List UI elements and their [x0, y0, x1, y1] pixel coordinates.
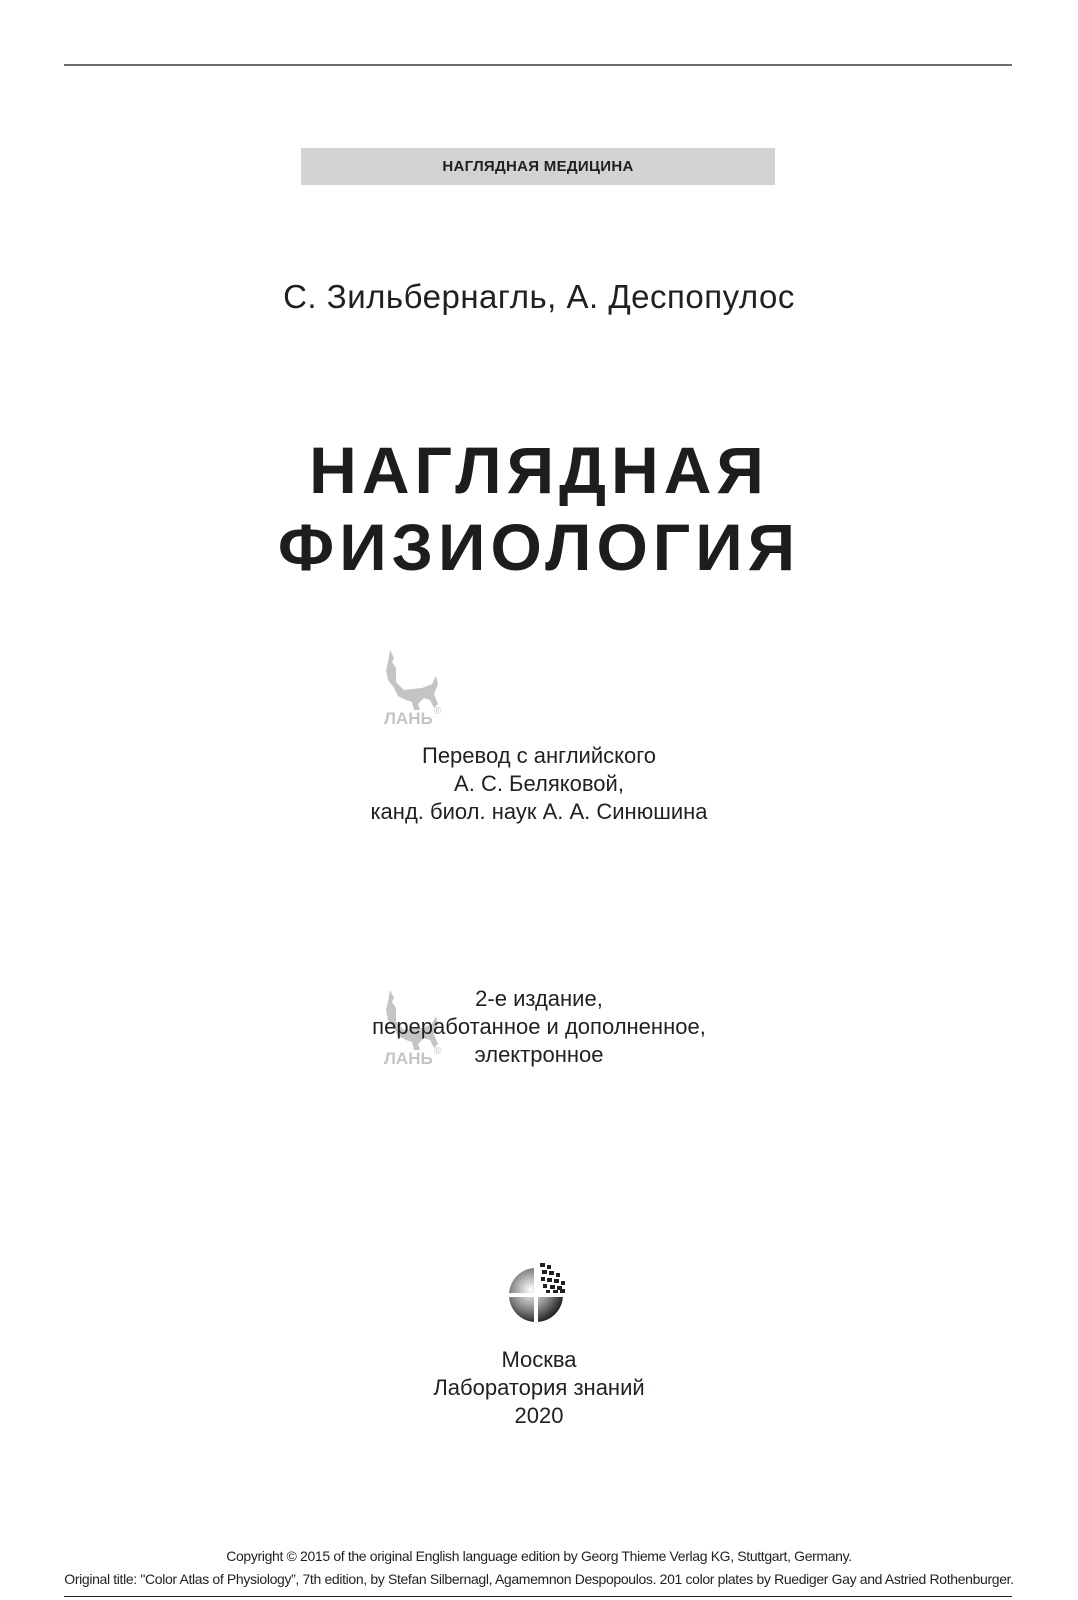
translation-line-1: Перевод с английского: [422, 743, 656, 768]
imprint-publisher: Лаборатория знаний: [433, 1375, 645, 1400]
book-title: [0, 432, 1078, 586]
globe-mosaic-logo-icon: [508, 1261, 572, 1330]
edition-info: [0, 985, 1078, 1069]
watermark-text-2: ЛАНЬ: [384, 1049, 433, 1068]
imprint-year: 2020: [514, 1403, 564, 1428]
edition-line-1: 2-е издание,: [475, 986, 603, 1011]
imprint: [0, 1346, 1078, 1430]
watermark-mark: ®: [434, 706, 442, 717]
top-rule: [64, 64, 1012, 66]
bottom-rule: [64, 1596, 1012, 1597]
copyright-notice: [0, 1545, 1078, 1591]
series-label: НАГЛЯДНАЯ МЕДИЦИНА: [442, 158, 634, 175]
edition-line-3: электронное: [474, 1042, 604, 1067]
authors-line: С. Зильбернагль, А. Деспопулос: [283, 278, 795, 315]
copyright-line-2: Original title: "Color Atlas of Physiology”, 7th edition, by Stefan Silbernagl, Agamemnon Despopoulos. 201 color plates by Ruediger Gay and Astried Rothenburger.: [64, 1571, 1014, 1587]
watermark-text: ЛАНЬ: [384, 709, 433, 728]
translation-line-2: А. С. Беляковой,: [454, 771, 624, 796]
imprint-city: Москва: [501, 1347, 577, 1372]
watermark-mark-2: ®: [434, 1046, 442, 1057]
edition-line-2: переработанное и дополненное,: [372, 1014, 706, 1039]
title-line-1: НАГЛЯДНАЯ: [309, 433, 769, 507]
title-line-2: ФИЗИОЛОГИЯ: [277, 510, 801, 584]
translation-credits: [0, 742, 1078, 826]
lan-watermark-logo: [384, 648, 448, 733]
translation-line-3: канд. биол. наук А. А. Синюшина: [370, 799, 708, 824]
series-banner: [301, 148, 775, 185]
copyright-line-1: Copyright © 2015 of the original English language edition by Georg Thieme Verlag KG, Stuttgart, Germany.: [226, 1548, 852, 1564]
